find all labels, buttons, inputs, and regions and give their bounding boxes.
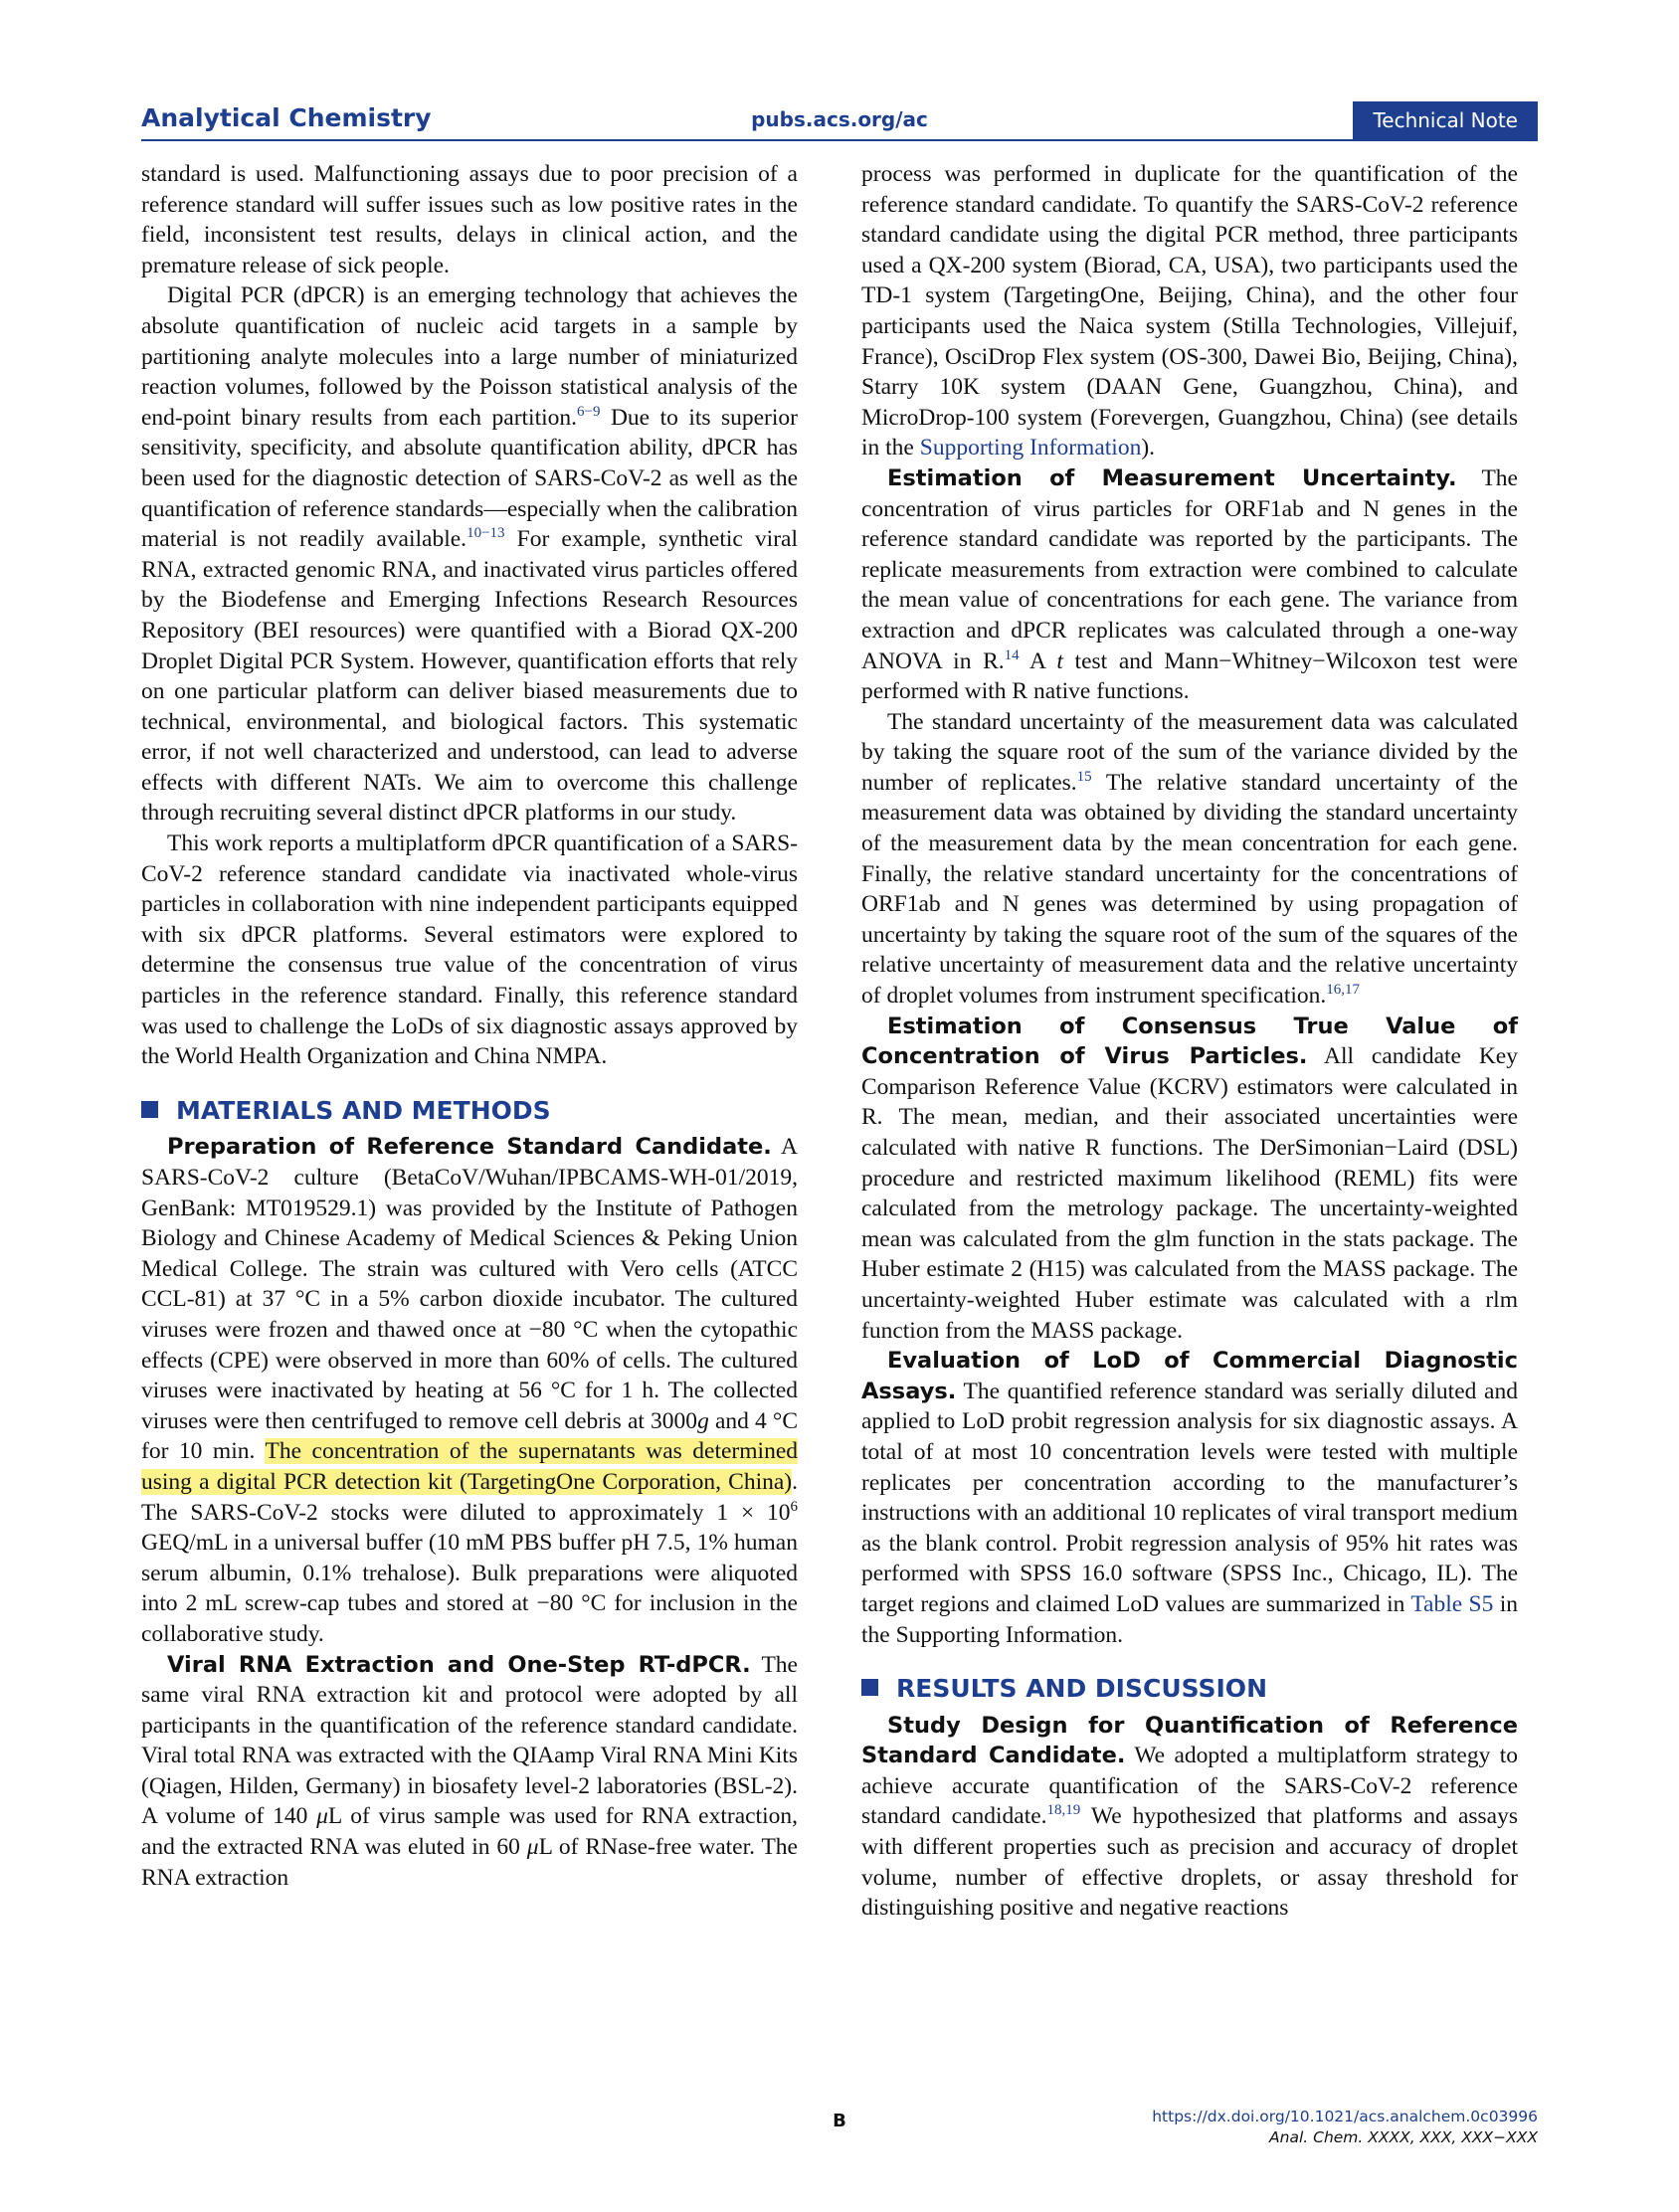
citation-ref[interactable]: 14 bbox=[1004, 646, 1020, 663]
paragraph-lod: Evaluation of LoD of Commercial Diagnostic Assays. The quantified reference standard was serially diluted and applied to LoD probit regression analysis for six diagnostic assays. A total of at most 10 concentration levels were tested with multiple replicates per concentration according to the manufacturer’s instructions with an additional 10 replicates of viral transport medium as the blank control. Probit regression analysis of 95% hit rates was performed with SPSS 16.0 software (SPSS Inc., Chicago, IL). The target regions and claimed LoD values are summarized in Table S5 in the Supporting Information. bbox=[861, 1348, 1518, 1648]
paragraph-study-design: Study Design for Quantification of Reference Standard Candidate. We adopted a multiplatform strategy to achieve accurate quantification of the SARS-CoV-2 reference standard candidate.$^{18,19}$ We hypothesized that platforms and assays with different properties such as precision and accuracy of droplet volume, number of effective droplets, or assay threshold for distinguishing positive and negative reactions bbox=[861, 1712, 1518, 1922]
table-s5-link[interactable]: Table S5 bbox=[1410, 1590, 1494, 1617]
subheading: Estimation of Measurement Uncertainty. bbox=[887, 464, 1457, 491]
paragraph-standard-uncertainty: The standard uncertainty of the measurement data was calculated by taking the square root of the sum of the variance divided by the number of replicates.$^{15}$ The relative standard uncertainty of the measurement data was obtained by dividing the standard uncertainty of the measurement data by the mean concentration for each gene. Finally, the relative standard uncertainty for the concentrations of ORF1ab and N genes was determined by using propagation of uncertainty by taking the square root of the sum of the squares of the relative uncertainty of measurement data and the relative uncertainty of droplet volumes from instrument specification.$^{16,17}$ bbox=[861, 708, 1518, 1010]
citation-ref[interactable]: 6−9 bbox=[577, 403, 601, 420]
journal-url[interactable]: pubs.acs.org/ac bbox=[751, 107, 928, 131]
footer-citation bbox=[1152, 2107, 1538, 2148]
paragraph-uncertainty: Estimation of Measurement Uncertainty. The concentration of virus particles for ORF1ab and N genes in the reference standard candidate was reported by the participants. The replicate measurements from extraction were combined to calculate the mean value of concentrations for each gene. The variance from extraction and dPCR replicates was calculated through a one-way ANOVA in R.$^{14}$ A t test and Mann−Whitney−Wilcoxon test were performed with R native functions. bbox=[861, 464, 1518, 705]
section-heading-results: RESULTS AND DISCUSSION bbox=[861, 1674, 1518, 1705]
section-square-icon bbox=[141, 1101, 158, 1118]
right-column bbox=[861, 159, 1518, 1924]
citation-ref[interactable]: 16,17 bbox=[1326, 982, 1361, 999]
section-heading-materials: MATERIALS AND METHODS bbox=[141, 1096, 798, 1127]
citation-ref[interactable]: 15 bbox=[1076, 769, 1092, 786]
section-square-icon bbox=[861, 1679, 878, 1696]
paragraph-this-work: This work reports a multiplatform dPCR quantification of a SARS-CoV-2 reference standard candidate via inactivated whole-virus particles in collaboration with nine independent participants equipped with six dPCR platforms. Several estimators were explored to determine the consensus true value of the concentration of virus particles in the reference standard. Finally, this reference standard was used to challenge the LoDs of six diagnostic assays approved by the World Health Organization and China NMPA. bbox=[141, 830, 798, 1070]
paragraph: standard is used. Malfunctioning assays due to poor precision of a reference standard will suffer issues such as low positive rates in the field, inconsistent test results, delays in clinical action, and the premature release of sick people. bbox=[141, 161, 798, 278]
article-type-badge: Technical Note bbox=[1353, 101, 1538, 139]
paragraph-preparation: Preparation of Reference Standard Candidate. A SARS-CoV-2 culture (BetaCoV/Wuhan/IPBCAMS-WH-01/2019, GenBank: MT019529.1) was provided by the Institute of Pathogen Biology and Chinese Academy of Medical Sciences & Peking Union Medical College. The strain was cultured with Vero cells (ATCC CCL-81) at 37 °C in a 5% carbon dioxide incubator. The cultured viruses were frozen and thawed once at −80 °C when the cytopathic effects (CPE) were observed in more than 60% of cells. The cultured viruses were inactivated by heating at 56 °C for 1 h. The collected viruses were then centrifuged to remove cell debris at 3000g and 4 °C for 10 min. The concentration of the supernatants was determined using a digital PCR detection kit (TargetingOne Corporation, China). The SARS-CoV-2 stocks were diluted to approximately $1 \times 10^6$ GEQ/mL in a universal buffer (10 mM PBS buffer pH 7.5, 1% human serum albumin, 0.1% trehalose). Bulk preparations were aliquoted into 2 mL screw-cap tubes and stored at −80 °C for inclusion in the collaborative study. bbox=[141, 1134, 798, 1647]
highlighted-text[interactable]: The concentration of the supernatants was determined using a digital PCR detection kit (TargetingOne Corporation, China) bbox=[141, 1438, 798, 1495]
citation-ref[interactable]: 10−13 bbox=[466, 525, 505, 542]
paragraph-rna-extraction: Viral RNA Extraction and One-Step RT-dPCR. The same viral RNA extraction kit and protocol were adopted by all participants in the quantification of the reference standard candidate. Viral total RNA was extracted with the QIAamp Viral RNA Mini Kits (Qiagen, Hilden, Germany) in biosafety level-2 laboratories (BSL-2). A volume of 140 μL of virus sample was used for RNA extraction, and the extracted RNA was eluted in 60 μL of RNase-free water. The RNA extraction bbox=[141, 1651, 798, 1891]
subheading: Preparation of Reference Standard Candidate. bbox=[167, 1134, 772, 1161]
supporting-info-link[interactable]: Supporting Information bbox=[919, 435, 1142, 461]
left-column bbox=[141, 159, 798, 1893]
citation-ref[interactable]: 18,19 bbox=[1046, 1802, 1081, 1819]
running-header bbox=[141, 103, 1538, 141]
subheading: Viral RNA Extraction and One-Step RT-dPCR. bbox=[167, 1651, 751, 1678]
paragraph-consensus: Estimation of Consensus True Value of Concentration of Virus Particles. All candidate Key Comparison Reference Value (KCRV) estimators were calculated in R. The mean, median, and their associated uncertainties were calculated with native R functions. The DerSimonian−Laird (DSL) procedure and restricted maximum likelihood (REML) fits were calculated from the metrology package. The uncertainty-weighted mean was calculated from the glm function in the stats package. The Huber estimate 2 (H15) was calculated from the MASS package. The uncertainty-weighted Huber estimate was calculated with a rlm function from the MASS package. bbox=[861, 1013, 1518, 1344]
journal-citation: Anal. Chem. XXXX, XXX, XXX−XXX bbox=[1269, 2128, 1538, 2146]
journal-name[interactable]: Analytical Chemistry bbox=[141, 103, 432, 132]
paragraph: process was performed in duplicate for the quantification of the reference standard candidate. To quantify the SARS-CoV-2 reference standard candidate using the digital PCR method, three participants used a QX-200 system (Biorad, CA, USA), two participants used the TD-1 system (TargetingOne, Beijing, China), and the other four participants used the Naica system (Stilla Technologies, Villejuif, France), OsciDrop Flex system (OS-300, Dawei Bio, Beijing, China), Starry 10K system (DAAN Gene, Guangzhou, China), and MicroDrop-100 system (Forevergen, Guangzhou, China) (see details in the Supporting Information). bbox=[861, 161, 1518, 461]
paragraph-dpcr: Digital PCR (dPCR) is an emerging technology that achieves the absolute quantification of nucleic acid targets in a sample by partitioning analyte molecules into a large number of miniaturized reaction volumes, followed by the Poisson statistical analysis of the end-point binary results from each partition.$^{6-9}$ Due to its superior sensitivity, specificity, and absolute quantification ability, dPCR has been used for the diagnostic detection of SARS-CoV-2 as well as the quantification of reference standards—especially when the calibration material is not readily available.$^{10-13}$ For example, synthetic viral RNA, extracted genomic RNA, and inactivated virus particles offered by the Biodefense and Emerging Infections Research Resources Repository (BEI resources) were quantified with a Biorad QX-200 Droplet Digital PCR System. However, quantification efforts that rely on one particular platform can deliver biased measurements due to technical, environmental, and biological factors. This systematic error, if not well characterized and understood, can lead to adverse effects with different NATs. We aim to overcome this challenge through recruiting several distinct dPCR platforms in our study. bbox=[141, 282, 798, 827]
page-number: B bbox=[833, 2111, 846, 2131]
doi-link[interactable]: https://dx.doi.org/10.1021/acs.analchem.0c03996 bbox=[1152, 2108, 1538, 2125]
subheading: Evaluation of LoD of Commercial Diagnostic Assays. bbox=[861, 1348, 1518, 1404]
subheading: Study Design for Quantification of Reference Standard Candidate. bbox=[861, 1712, 1518, 1769]
subheading: Estimation of Consensus True Value of Concentration of Virus Particles. bbox=[861, 1013, 1518, 1070]
